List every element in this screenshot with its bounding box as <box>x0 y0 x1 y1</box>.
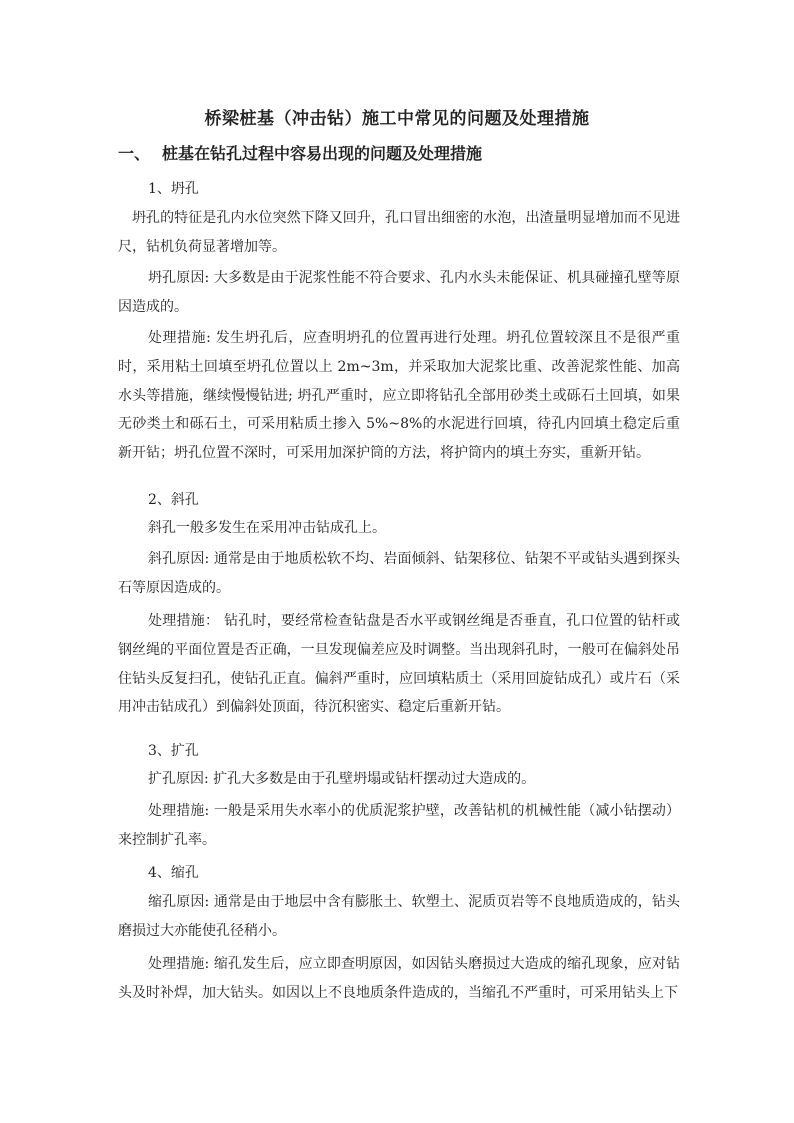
paragraph-collapse-treatment: 处理措施: 发生坍孔后，应查明坍孔的位置再进行处理。坍孔位置较深且不是很严重时，采用粘土回填至坍孔位置以上 2m~3m，并采取加大泥浆比重、改善泥浆性能、加高水头等措施，继续慢慢钻进; 坍孔严重时，应立即将钻孔全部用砂类土或砾石土回填，如果无砂类土和砾石土，可采用粘质土掺入 5%~8%的水泥进行回填，待孔内回填土稳定后重新开钻；坍孔位置不深时，可采用加深护筒的方法，将护筒内的填土夯实，重新开钻。 <box>118 330 680 462</box>
paragraph-incline-treatment: 处理措施： 钻孔时，要经常检查钻盘是否水平或钢丝绳是否垂直，孔口位置的钻杆或钢丝绳的平面位置是否正确，一旦发现偏差应及时调整。当出现斜孔时，一般可在偏斜处吊住钻头反复扫孔，使钻孔正直。偏斜严重时，应回填粘质土（采用回旋钻成孔）或片石（采用冲击钻成孔）到偏斜处顶面，待沉积密实、稳定后重新开钻。 <box>118 613 680 716</box>
subheading-incline: 2、斜孔 <box>148 492 199 508</box>
paragraph-incline-cause: 斜孔原因: 通常是由于地质松软不均、岩面倾斜、钻架移位、钻架不平或钻头遇到探头石等原因造成的。 <box>118 551 680 596</box>
subheading-collapse: 1、坍孔 <box>148 181 199 197</box>
section-number: 一、 <box>118 144 151 163</box>
section-title: 桩基在钻孔过程中容易出现的问题及处理措施 <box>162 144 483 163</box>
section-heading <box>118 141 482 164</box>
paragraph-shrink-treatment: 处理措施: 缩孔发生后，应立即查明原因，如因钻头磨损过大造成的缩孔现象，应对钻头及时补焊，加大钻头。如因以上不良地质条件造成的，当缩孔不严重时，可采用钻头上下 <box>118 956 680 1001</box>
paragraph-collapse-cause: 坍孔原因: 大多数是由于泥浆性能不符合要求、孔内水头未能保证、机具碰撞孔壁等原因造成的。 <box>118 270 680 315</box>
paragraph-incline-intro: 斜孔一般多发生在采用冲击钻成孔上。 <box>148 520 386 536</box>
paragraph-shrink-cause: 缩孔原因: 通常是由于地层中含有膨胀土、软塑土、泥质页岩等不良地质造成的，钻头磨损过大亦能使孔径稍小。 <box>118 894 680 939</box>
subheading-expand: 3、扩孔 <box>148 743 199 759</box>
paragraph-expand-cause: 扩孔原因: 扩孔大多数是由于孔壁坍塌或钻杆摆动过大造成的。 <box>148 771 536 787</box>
paragraph-expand-treatment: 处理措施: 一般是采用失水率小的优质泥浆护壁，改善钻机的机械性能（减小钻摆动）来控制扩孔率。 <box>118 803 680 848</box>
paragraph-collapse-feature: 坍孔的特征是孔内水位突然下降又回升，孔口冒出细密的水泡，出渣量明显增加而不见进尺，钻机负荷显著增加等。 <box>118 210 680 255</box>
subheading-shrink: 4、缩孔 <box>148 865 199 881</box>
document-title: 桥梁桩基（冲击钻）施工中常见的问题及处理措施 <box>204 109 590 129</box>
